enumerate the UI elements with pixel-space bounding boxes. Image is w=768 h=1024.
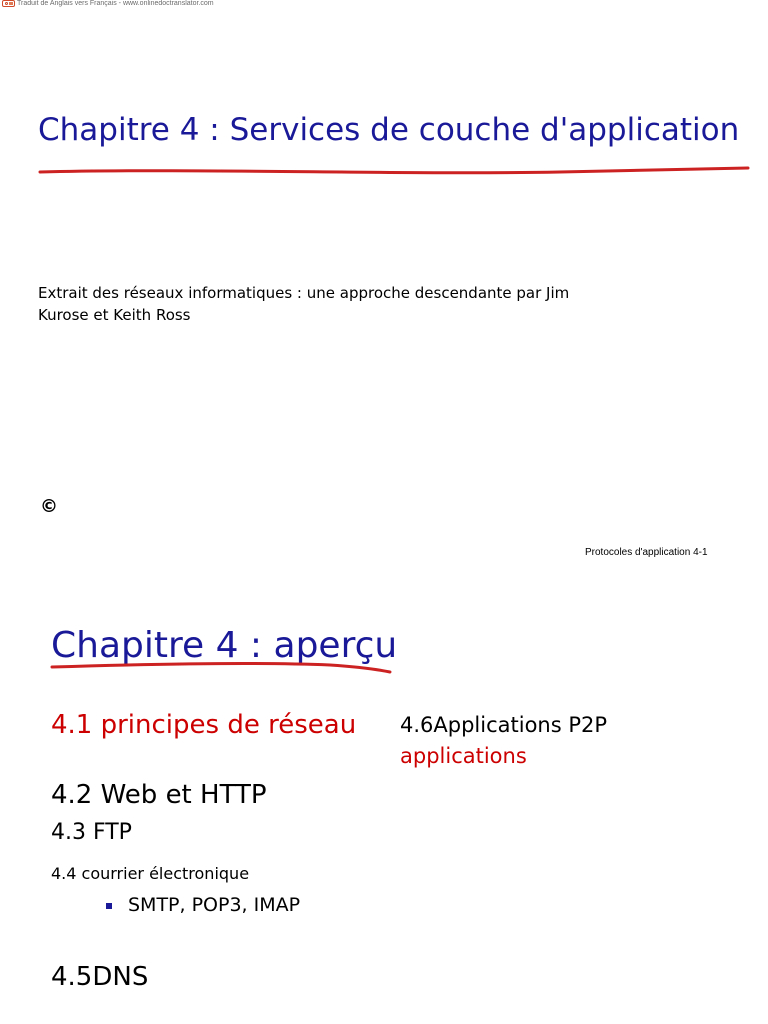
outline-item-4-5: 4.5DNS bbox=[51, 962, 149, 992]
outline-item-4-1: 4.1 principes de réseau bbox=[51, 710, 357, 740]
slide2-title: Chapitre 4 : aperçu bbox=[51, 625, 398, 666]
copyright-symbol: © bbox=[40, 496, 58, 517]
outline-item-4-3: 4.3 FTP bbox=[51, 820, 132, 845]
slide1-subtitle: Extrait des réseaux informatiques : une approche descendante par Jim Kurose et Keith Ross bbox=[38, 284, 570, 324]
outline-item-4-6-continued: applications bbox=[400, 744, 527, 768]
slide1-title: Chapitre 4 : Services de couche d'application bbox=[38, 112, 740, 148]
banner-text[interactable]: Traduit de Anglais vers Français - www.onlinedoctranslator.com bbox=[17, 0, 214, 7]
outline-item-4-2: 4.2 Web et HTTP bbox=[51, 780, 267, 810]
outline-item-4-6: 4.6Applications P2P bbox=[400, 713, 608, 737]
square-bullet-icon bbox=[106, 903, 112, 909]
outline-item-4-4: 4.4 courrier électronique bbox=[51, 864, 250, 883]
slide-footer: Protocoles d'application 4-1 bbox=[585, 547, 708, 558]
outline-subitem-4-4: SMTP, POP3, IMAP bbox=[128, 894, 301, 916]
